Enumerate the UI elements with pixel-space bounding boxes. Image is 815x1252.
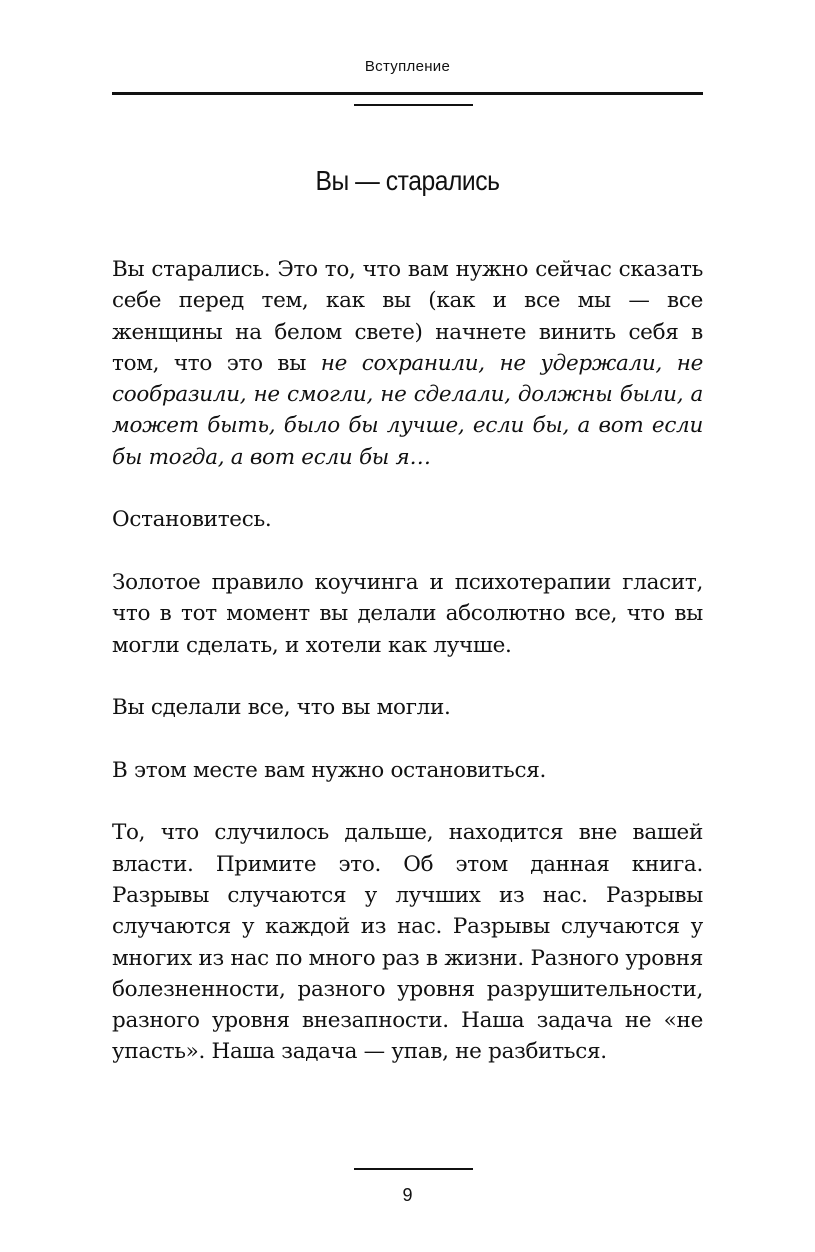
paragraph-1-text: Вы старались. Это то, что вам нужно сейчас сказать себе перед тем, как вы (как и все мы — все женщины на белом свете) начнете винить себя в том, что это вы [112,257,703,376]
footer-short-rule [354,1168,473,1170]
paragraph-5: В этом месте вам нужно остановиться. [112,757,547,783]
paragraph-1-italic: не сохранили, не удержали, не сообразили, не смогли, не сделали, должны были, а может быть, было бы лучше, если бы, а вот если бы тогда, а вот если бы я… [112,350,703,470]
paragraph-6: То, что случилось дальше, находится вне вашей власти. Примите это. Об этом данная книга. Разрывы случаются у лучших из нас. Разрывы случаются у каждой из нас. Разрывы случаются у многих из нас по много раз в жизни. Разного уровня болезненности, разного уровня разрушительности, разного уровня внезапности. Наша задача не «не упасть». Наша задача — упав, не разбиться. [112,820,703,1065]
running-head: Вступление [364,58,451,75]
chapter-title: Вы — старались [315,165,500,196]
paragraph-2: Остановитесь. [112,507,272,533]
paragraph-3: Золотое правило коучинга и психотерапии гласит, что в тот момент вы делали абсолютно все, что вы могли сделать, и хотели как лучше. [112,569,703,658]
paragraph-4: Вы сделали все, что вы могли. [112,695,451,721]
header-short-rule [354,104,473,106]
body-text [112,254,703,1068]
paragraph-1 [112,254,703,473]
page-number: 9 [402,1185,413,1205]
header-rule [112,92,703,95]
